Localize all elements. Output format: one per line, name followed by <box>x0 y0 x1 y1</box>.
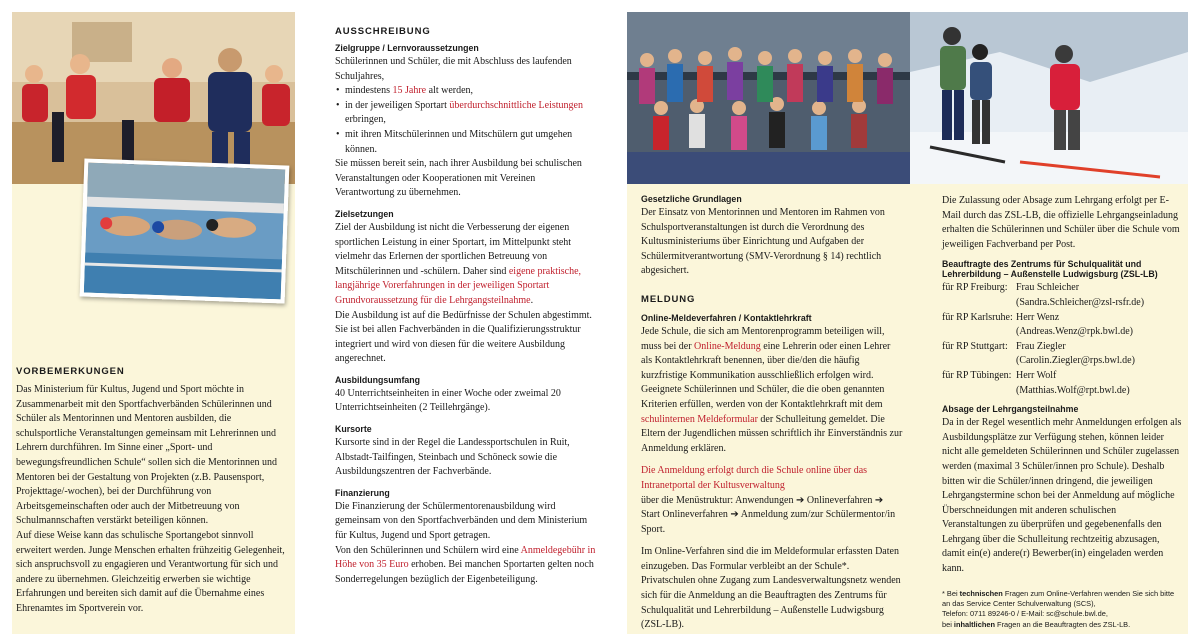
contacts-list <box>942 281 1182 398</box>
vorbemerkungen-paragraph-2: Auf diese Weise kann das schulische Sportangebot sinnvoll erweitert werden. Junge Menschen erhalten frühzeitig Gelegenheit, sich anspruchsvoll zu engagieren und Verantwortung für sich und andere zu übernehmen. Gleichzeitig erwerben sie wichtige Erfahrungen und bereiten sich damit auf die Übernahme eines Ehrenamtes im Sportverein vor. <box>16 529 285 614</box>
kursorte-text: Kursorte sind in der Regel die Landessportschulen in Ruit, Albstadt-Tailfingen, Steinbach und Schöneck sowie die Ausbildungszentren der Fachverbände. <box>335 437 570 478</box>
panel-meldung <box>627 12 910 634</box>
finanzierung-paragraph-2: Von den Schülerinnen und Schülern wird eine Anmeldegebühr in Höhe von 35 Euro erhoben. Bei manchen Sportarten gelten noch Sonderregelungen bezüglich der Eigenbeteiligung. <box>335 544 596 585</box>
rp-label: für RP Karlsruhe: <box>942 311 1013 323</box>
kursorte-title: Kursorte <box>335 424 372 435</box>
absage-title: Absage der Lehrgangsteilnahme <box>942 404 1079 415</box>
zielgruppe-intro: Schülerinnen und Schüler, die mit Abschluss des laufenden Schuljahres, <box>335 56 572 82</box>
gym-class-photo <box>12 12 295 184</box>
contact-name: Frau Ziegler <box>1016 340 1066 352</box>
contact-email[interactable]: (Carolin.Ziegler@rps.bwl.de) <box>1016 355 1135 367</box>
anmeldung-notice: Die Anmeldung erfolgt durch die Schule online über das Intranetportal der Kultusverwaltung <box>641 465 868 491</box>
section-heading-meldung: MELDUNG <box>641 293 696 305</box>
zulassung-text: Die Zulassung oder Absage zum Lehrgang erfolgt per E-Mail durch das ZSL-LB, die offizielle Lehrgangseinladung erhalten die Schülerinnen und Schüler über die Schule vom jeweiligen Fachverband per Post. <box>942 195 1180 250</box>
section-heading-ausschreibung: AUSSCHREIBUNG <box>335 26 431 37</box>
zielgruppe-outro: Sie müssen bereit sein, nach ihrer Ausbildung bei schulischen Veranstaltungen oder Kooperationen mit Vereinen Verantwortung zu übernehmen. <box>335 158 582 199</box>
contact-row <box>942 369 1182 398</box>
contact-name: Herr Wenz <box>1016 311 1060 323</box>
list-item: • in der jeweiligen Sportart überdurchschnittliche Leistungen erbringen, <box>345 99 597 128</box>
contact-row <box>942 311 1182 340</box>
rp-label: für RP Freiburg: <box>942 282 1008 294</box>
contact-email[interactable]: (Matthias.Wolf@rpt.bwl.de) <box>1016 384 1130 396</box>
list-item: • mindestens 15 Jahre alt werden, <box>345 84 597 99</box>
rp-label: für RP Tübingen: <box>942 369 1012 381</box>
contact-email[interactable]: (Andreas.Wenz@rpk.bwl.de) <box>1016 326 1133 338</box>
zielsetzungen-title: Zielsetzungen <box>335 208 394 219</box>
contact-row <box>942 340 1182 369</box>
zielgruppe-list <box>335 84 597 157</box>
footnote-line-3: bei inhaltlichen Fragen an die Beauftragten des ZSL-LB. <box>942 619 1131 629</box>
zielsetzungen-paragraph-2: Die Ausbildung ist auf die Bedürfnisse der Schulen abgestimmt. Sie ist bei allen Fachverbänden in die Qualifizierungsstruktur integriert und wird von diesen für die weitere Ausbildung angerechnet. <box>335 309 592 365</box>
footnote-line-1: * Bei technischen Fragen zum Online-Verfahren wenden Sie sich bitte an das Service Center Schulverwaltung (SCS), <box>942 588 1175 609</box>
ausbildungsumfang-title: Ausbildungsumfang <box>335 374 421 385</box>
finanzierung-paragraph-1: Die Finanzierung der Schülermentorenausbildung wird gemeinsam von den Sportfachverbänden und dem Ministerium für Kultus, Jugend und Sport getragen. <box>335 500 588 542</box>
absage-text: Da in der Regel wesentlich mehr Anmeldungen erfolgen als Ausbildungsplätze zur Verfügung stehen, können leider nicht alle gemeldeten Schülerinnen und Schüler zugelassen werden (maximal 3 Schüler/innen pro Schule). Deshalb bitten wir die Schüler/innen dringend, die jeweiligen Lehrgangstermine schon bei der Anmeldung auf mögliche Überschneidungen mit anderen schulischen Veranstaltungen zu überprüfen und gegebenenfalls den Lehrgang über die Schulleitung rechtzeitig abzusagen, damit ein(e) andere(r) Bewerber(in) eingeladen werden kann. <box>942 417 1182 575</box>
ausbildungsumfang-text: 40 Unterrichtseinheiten in einer Woche oder zweimal 20 Unterrichtseinheiten (2 Teillehrgänge). <box>335 387 561 414</box>
panel-vorbemerkungen <box>12 12 295 634</box>
list-item: • mit ihren Mitschülerinnen und Mitschülern gut umgehen können. <box>345 128 597 157</box>
contact-email[interactable]: (Sandra.Schleicher@zsl-rsfr.de) <box>1016 296 1145 308</box>
footnote <box>942 589 1182 631</box>
finanzierung-title: Finanzierung <box>335 487 390 498</box>
panel-ausschreibung <box>323 12 597 634</box>
contact-name: Frau Schleicher <box>1016 282 1080 294</box>
zielgruppe-title: Zielgruppe / Lernvoraussetzungen <box>335 43 479 53</box>
footnote-line-2: Telefon: 0711 89246-0 / E-Mail: sc@schule.bwl.de, <box>942 609 1108 619</box>
contact-row <box>942 281 1182 310</box>
zielsetzungen-paragraph-1: Ziel der Ausbildung ist nicht die Verbesserung der eigenen sportlichen Leistung in einer Sportart, im Mittelpunkt steht vielmehr das Erlernen der sportlichen Betreuung von Mitschülerinnen und -schülern. Daher sind eigene praktische, langjährige Vorerfahrungen in der jeweiligen Sportart Grundvoraussetzung für die Lehrgangsteilnahme. <box>335 221 582 306</box>
gymnasts-group-photo <box>627 12 910 184</box>
gesetzliche-grundlagen-title: Gesetzliche Grundlagen <box>641 194 742 204</box>
online-meldeverfahren-text: Jede Schule, die sich am Mentorenprogramm beteiligen will, muss bei der Online-Meldung eine Lehrerin oder einen Lehrer als Kontaktlehrkraft benennen, über die/den die häufig kurzfristige Kommunikation ausschließlich erfolgen wird. Geeignete Schülerinnen und Schüler, die die oben genannten Kriterien erfüllen, werden von der Kontaktlehrkraft mit dem schulinternen Meldeformular der Schulleitung gemeldet. Die Eltern der Jugendlichen müssen schriftlich ihr Einverständnis zur Anmeldung erklären. <box>641 325 903 454</box>
section-heading-vorbemerkungen: VORBEMERKUNGEN <box>16 366 125 377</box>
vorbemerkungen-paragraph-1: Das Ministerium für Kultus, Jugend und Sport möchte in Zusammenarbeit mit den Sportfachverbänden Schülerinnen und Schüler als Mentorinnen und Mentoren ausbilden, die schulsportliche Veranstaltungen gemeinsam mit Lehrerinnen und Lehrern durchführen. Im Sinne einer „Sport- und bewegungsfreundlichen Schule“ sollen sich die Mentorinnen und Mentoren bei der Gestaltung von Projekten (z.B. Pausensport, Projekttage/-wochen), bei der Durchführung von Arbeitsgemeinschaften oder auch der Mitbetreuung von Schulmannschaften verstärkt beteiligen können. <box>16 384 278 527</box>
skiers-photo <box>910 12 1188 184</box>
beauftragte-title: Beauftragte des Zentrums für Schulqualität und Lehrerbildung – Außenstelle Ludwigsburg (ZSL-LB) <box>942 259 1158 280</box>
gesetzliche-grundlagen-text: Der Einsatz von Mentorinnen und Mentoren im Rahmen von Schulsportveranstaltungen ist durch die Verordnung des Kultusministeriums über Einrichtung und Aufgaben der Schülermitverantwortung (SMV-Verordnung § 14) rechtlich abgesichert. <box>641 207 885 277</box>
contact-name: Herr Wolf <box>1016 369 1057 381</box>
menu-path-text: über die Menüstruktur: Anwendungen ➔ Onlineverfahren ➔ Start Onlineverfahren ➔ Anmeldung zum/zur Schülermentor/in Sport. <box>641 494 896 535</box>
rp-label: für RP Stuttgart: <box>942 340 1008 352</box>
online-verfahren-paragraph: Im Online-Verfahren sind die im Meldeformular erfassten Daten einzugeben. Das Formular verbleibt an der Schule*. Privatschulen ohne Zugang zum Landesverwaltungsnetz wenden sich für die Anmeldung an die Beauftragten des Zentrums für Schulqualität und Lehrerbildung – Außenstelle Ludwigsburg (ZSL-LB). <box>641 546 901 631</box>
swimming-start-photo <box>80 158 290 303</box>
online-meldeverfahren-title: Online-Meldeverfahren / Kontaktlehrkraft <box>641 312 812 323</box>
panel-kontakte <box>910 12 1188 634</box>
